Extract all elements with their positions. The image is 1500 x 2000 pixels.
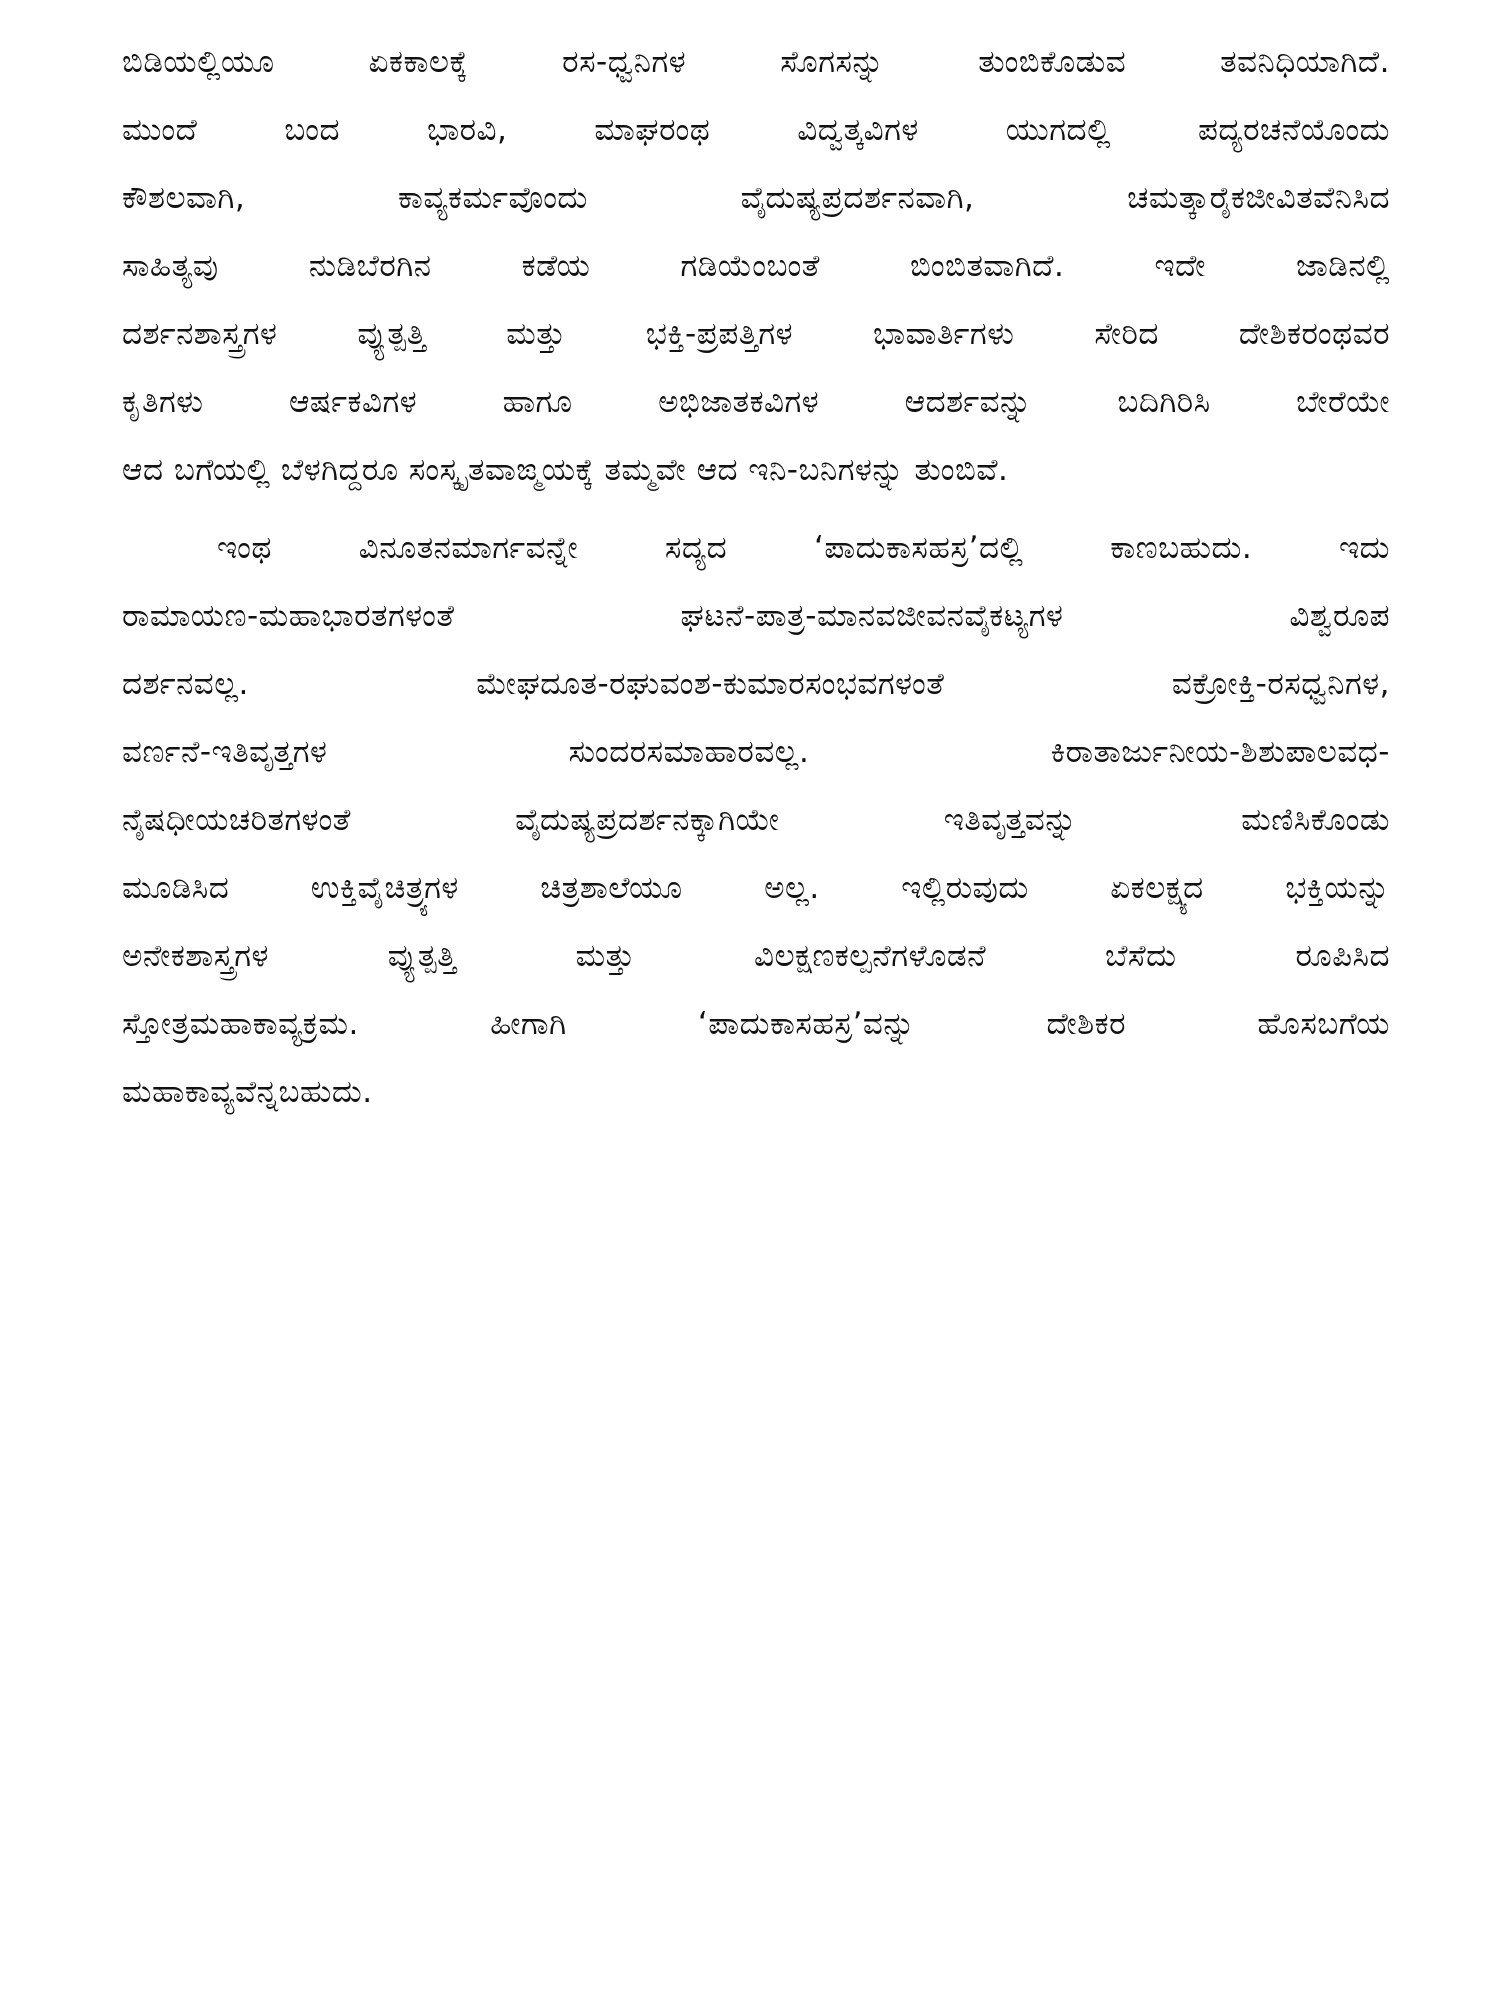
text-line: ಕೃತಿಗಳು ಆರ್ಷಕವಿಗಳ ಹಾಗೂ ಅಭಿಜಾತಕವಿಗಳ ಆದರ್ಶವನ್ನು ಬದಿಗಿರಿಸಿ ಬೇರೆಯೇ — [122, 384, 1390, 420]
text-line: ವರ್ಣನೆ-ಇತಿವೃತ್ತಗಳ ಸುಂದರಸಮಾಹಾರವಲ್ಲ. ಕಿರಾತಾರ್ಜುನೀಯ-ಶಿಶುಪಾಲವಧ- — [122, 734, 1390, 770]
text-line: ಬಿಡಿಯಲ್ಲಿಯೂ ಏಕಕಾಲಕ್ಕೆ ರಸ-ಧ್ವನಿಗಳ ಸೊಗಸನ್ನು ತುಂಬಿಕೊಡುವ ತವನಿಧಿಯಾಗಿದೆ. — [122, 44, 1390, 80]
paragraph-gap — [122, 504, 1390, 514]
text-line: ದರ್ಶನವಲ್ಲ. ಮೇಘದೂತ-ರಘುವಂಶ-ಕುಮಾರಸಂಭವಗಳಂತೆ ವಕ್ರೋಕ್ತಿ-ರಸಧ್ವನಿಗಳ, — [122, 666, 1390, 702]
text-line: ಮಹಾಕಾವ್ಯವೆನ್ನಬಹುದು. — [122, 1074, 373, 1110]
text-line: ಮುಂದೆ ಬಂದ ಭಾರವಿ, ಮಾಘರಂಥ ವಿದ್ವತ್ಕವಿಗಳ ಯುಗದಲ್ಲಿ ಪದ್ಯರಚನೆಯೊಂದು — [122, 112, 1390, 148]
text-line: ದರ್ಶನಶಾಸ್ತ್ರಗಳ ವ್ಯುತ್ಪತ್ತಿ ಮತ್ತು ಭಕ್ತಿ-ಪ್ರಪತ್ತಿಗಳ ಭಾವಾರ್ತಿಗಳು ಸೇರಿದ ದೇಶಿಕರಂಥವರ — [122, 316, 1390, 352]
text-line: ನೈಷಧೀಯಚರಿತಗಳಂತೆ ವೈದುಷ್ಯಪ್ರದರ್ಶನಕ್ಕಾಗಿಯೇ ಇತಿವೃತ್ತವನ್ನು ಮಣಿಸಿಕೊಂಡು — [122, 802, 1390, 838]
text-line: ಅನೇಕಶಾಸ್ತ್ರಗಳ ವ್ಯುತ್ಪತ್ತಿ ಮತ್ತು ವಿಲಕ್ಷಣಕಲ್ಪನೆಗಳೊಡನೆ ಬೆಸೆದು ರೂಪಿಸಿದ — [122, 938, 1390, 974]
text-line: ಇಂಥ ವಿನೂತನಮಾರ್ಗವನ್ನೇ ಸದ್ಯದ ‘ಪಾದುಕಾಸಹಸ್ರ’ದಲ್ಲಿ ಕಾಣಬಹುದು. ಇದು — [217, 530, 1390, 566]
paragraph-1 — [122, 28, 1390, 504]
text-line: ಸ್ತೋತ್ರಮಹಾಕಾವ್ಯಕ್ರಮ. ಹೀಗಾಗಿ ‘ಪಾದುಕಾಸಹಸ್ರ’ವನ್ನು ದೇಶಿಕರ ಹೊಸಬಗೆಯ — [122, 1006, 1390, 1042]
text-line: ಆದ ಬಗೆಯಲ್ಲಿ ಬೆಳಗಿದ್ದರೂ ಸಂಸ್ಕೃತವಾಙ್ಮಯಕ್ಕೆ ತಮ್ಮವೇ ಆದ ಇನಿ-ಬನಿಗಳನ್ನು ತುಂಬಿವೆ. — [122, 452, 1009, 488]
text-line: ಕೌಶಲವಾಗಿ, ಕಾವ್ಯಕರ್ಮವೊಂದು ವೈದುಷ್ಯಪ್ರದರ್ಶನವಾಗಿ, ಚಮತ್ಕಾರೈಕಜೀವಿತವೆನಿಸಿದ — [122, 180, 1390, 216]
text-line: ಸಾಹಿತ್ಯವು ನುಡಿಬೆರಗಿನ ಕಡೆಯ ಗಡಿಯೆಂಬಂತೆ ಬಿಂಬಿತವಾಗಿದೆ. ಇದೇ ಜಾಡಿನಲ್ಲಿ — [122, 248, 1390, 284]
paragraph-2 — [122, 514, 1390, 1126]
text-line: ರಾಮಾಯಣ-ಮಹಾಭಾರತಗಳಂತೆ ಘಟನೆ-ಪಾತ್ರ-ಮಾನವಜೀವನವೈಕಟ್ಯಗಳ ವಿಶ್ವರೂಪ — [122, 598, 1390, 634]
document-body — [122, 28, 1390, 1126]
text-line: ಮೂಡಿಸಿದ ಉಕ್ತಿವೈಚಿತ್ರ್ಯಗಳ ಚಿತ್ರಶಾಲೆಯೂ ಅಲ್ಲ. ಇಲ್ಲಿರುವುದು ಏಕಲಕ್ಷ್ಯದ ಭಕ್ತಿಯನ್ನು — [122, 870, 1390, 906]
